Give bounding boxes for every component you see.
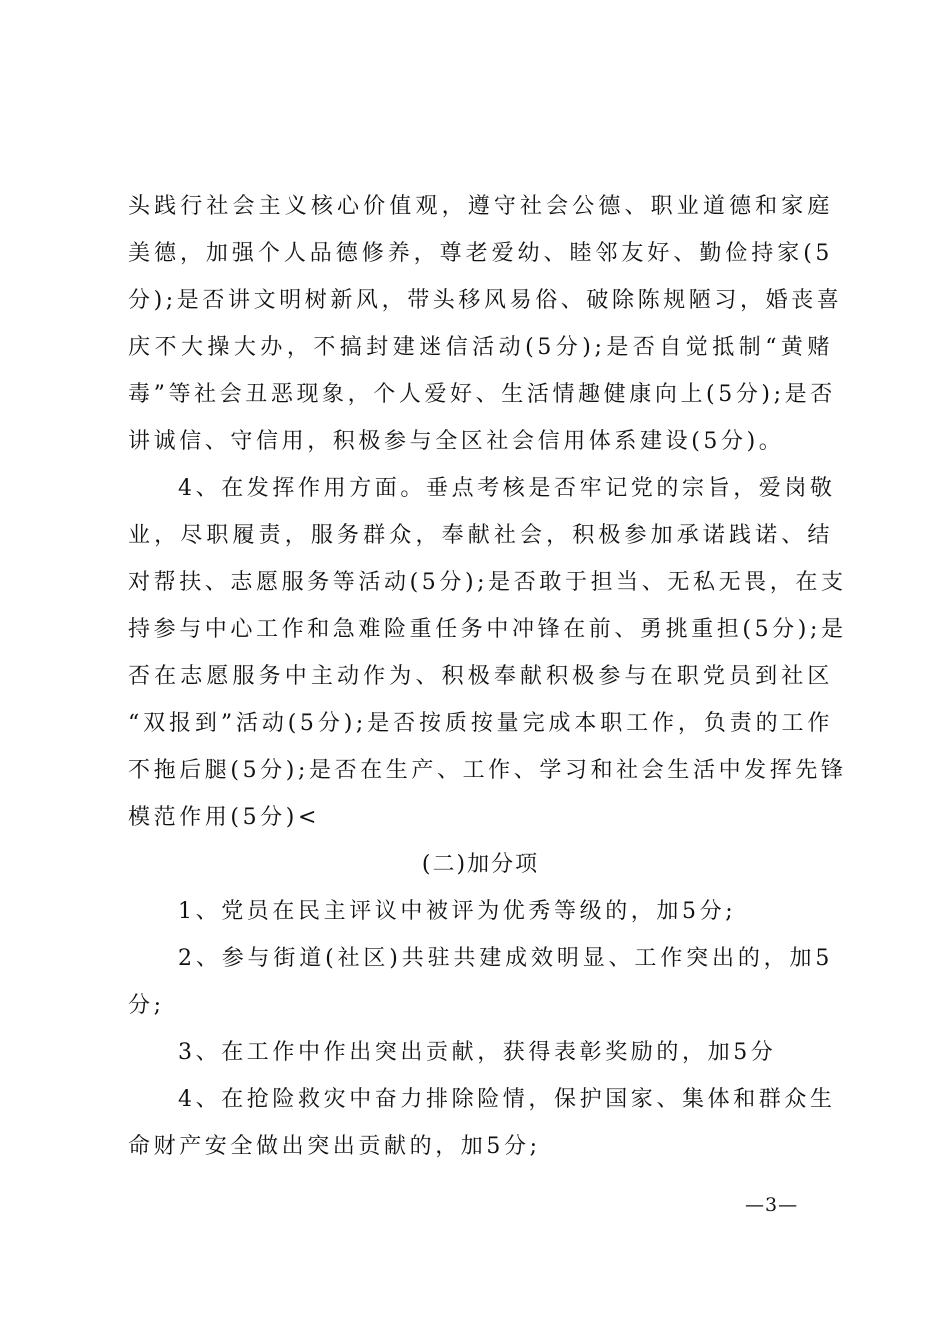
paragraph-line: 业，尽职履责，服务群众，奉献社会，积极参加承诺践诺、结 <box>128 523 833 548</box>
paragraph-line: 否在志愿服务中主动作为、积极奉献积极参与在职党员到社区 <box>128 664 833 689</box>
paragraph-line: 庆不大操大办，不搞封建迷信活动(5分);是否自觉抵制“黄赌 <box>128 335 833 360</box>
list-item-continuation: 命财产安全做出突出贡献的，加5分; <box>128 1134 541 1159</box>
paragraph-line: 4、在发挥作用方面。垂点考核是否牢记党的宗旨，爱岗敬 <box>178 476 836 501</box>
page-number: —3— <box>745 1194 799 1216</box>
paragraph-line: 持参与中心工作和急难险重任务中冲锋在前、勇挑重担(5分);是 <box>128 617 847 642</box>
list-item: 4、在抢险救灾中奋力排除险情，保护国家、集体和群众生 <box>178 1087 836 1112</box>
paragraph-line: 分);是否讲文明树新风，带头移风易俗、破除陈规陋习，婚丧喜 <box>128 288 843 313</box>
paragraph-line: 讲诚信、守信用，积极参与全区社会信用体系建设(5分)。 <box>128 429 785 454</box>
list-item: 2、参与街道(社区)共驻共建成效明显、工作突出的，加5 <box>178 946 833 971</box>
paragraph-line: 不拖后腿(5分);是否在生产、工作、学习和社会生活中发挥先锋 <box>128 758 847 783</box>
section-heading: (二)加分项 <box>421 852 540 877</box>
list-item: 1、党员在民主评议中被评为优秀等级的，加5分; <box>178 899 737 924</box>
paragraph-line: 模范作用(5分)< <box>128 805 320 830</box>
paragraph-line: 对帮扶、志愿服务等活动(5分);是否敢于担当、无私无畏，在支 <box>128 570 847 595</box>
paragraph-line: “双报到”活动(5分);是否按质按量完成本职工作，负责的工作 <box>128 711 833 736</box>
paragraph-line: 毒”等社会丑恶现象，个人爱好、生活情趣健康向上(5分);是否 <box>128 382 836 407</box>
paragraph-line: 美德，加强个人品德修养，尊老爱幼、睦邻友好、勤俭持家(5 <box>128 241 833 266</box>
paragraph-line: 头践行社会主义核心价值观，遵守社会公德、职业道德和家庭 <box>128 194 833 219</box>
list-item-continuation: 分; <box>128 993 165 1018</box>
list-item: 3、在工作中作出突出贡献，获得表彰奖励的，加5分 <box>178 1040 777 1065</box>
